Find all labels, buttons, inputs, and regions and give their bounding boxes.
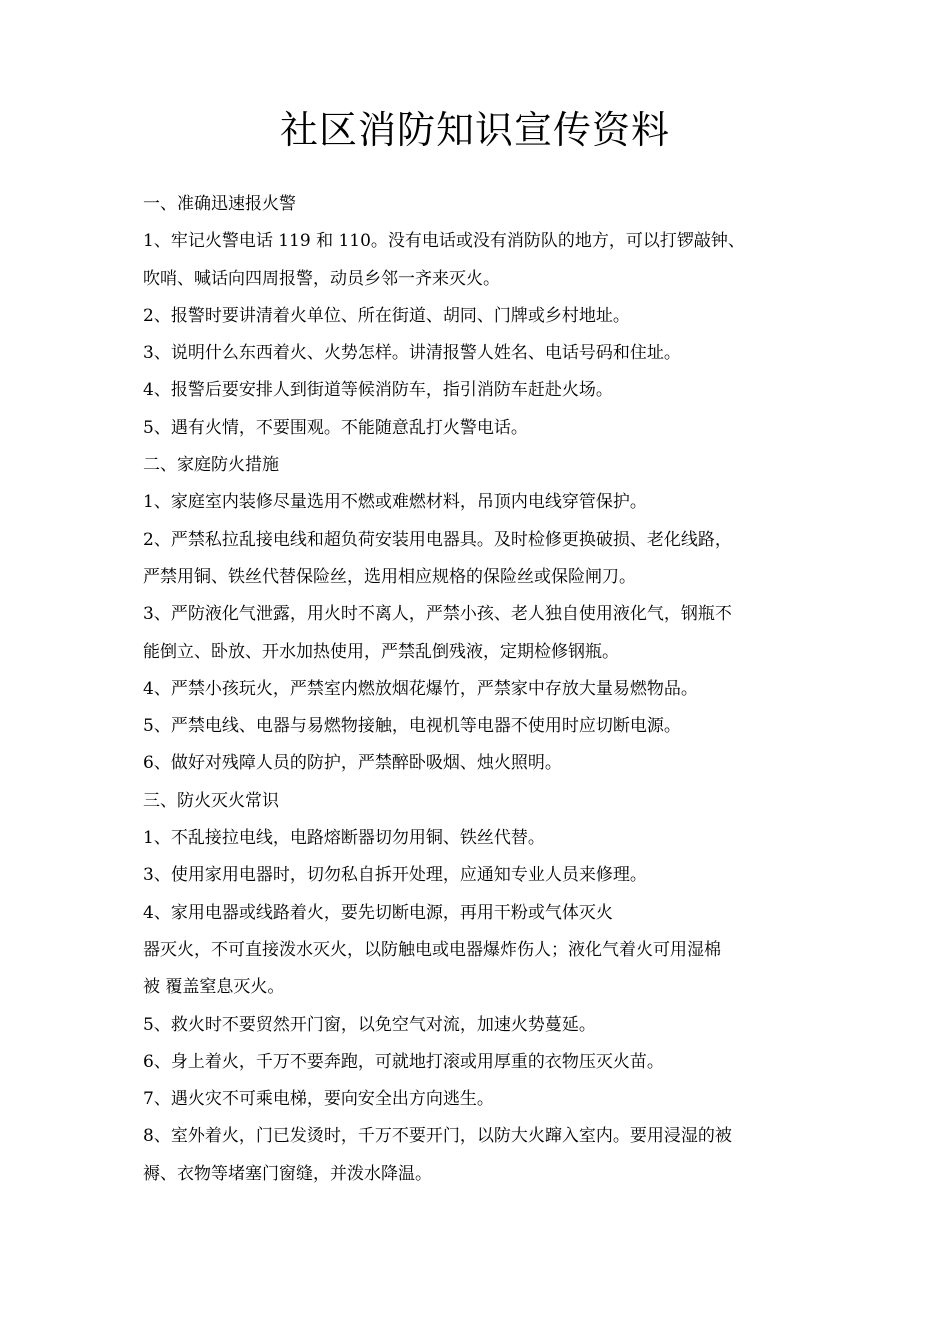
paragraph-line: 8、室外着火，门已发烫时，千万不要开门，以防大火蹿入室内。要用浸湿的被 [143, 1126, 732, 1147]
paragraph-line: 5、遇有火情，不要围观。不能随意乱打火警电话。 [143, 417, 528, 438]
paragraph-line: 严禁用铜、铁丝代替保险丝，选用相应规格的保险丝或保险闸刀。 [143, 566, 636, 587]
paragraph-line: 3、说明什么东西着火、火势怎样。讲清报警人姓名、电话号码和住址。 [143, 343, 681, 364]
paragraph-line: 1、牢记火警电话 119 和 110。没有电话或没有消防队的地方，可以打锣敲钟、 [143, 231, 745, 252]
document-body [143, 186, 813, 1193]
paragraph-line: 2、报警时要讲清着火单位、所在街道、胡同、门牌或乡村地址。 [143, 305, 630, 326]
paragraph-line: 6、做好对残障人员的防护，严禁醉卧吸烟、烛火照明。 [143, 753, 562, 774]
paragraph-line: 5、严禁电线、电器与易燃物接触，电视机等电器不使用时应切断电源。 [143, 716, 681, 737]
paragraph-line: 2、严禁私拉乱接电线和超负荷安装用电器具。及时检修更换破损、老化线路， [143, 529, 732, 550]
paragraph-line: 3、使用家用电器时，切勿私自拆开处理，应通知专业人员来修理。 [143, 865, 647, 886]
paragraph-line: 4、严禁小孩玩火，严禁室内燃放烟花爆竹，严禁家中存放大量易燃物品。 [143, 678, 698, 699]
paragraph-line: 4、报警后要安排人到街道等候消防车，指引消防车赶赴火场。 [143, 380, 613, 401]
paragraph-line: 被 覆盖窒息灭火。 [143, 977, 285, 998]
paragraph-line: 5、救火时不要贸然开门窗，以免空气对流，加速火势蔓延。 [143, 1014, 596, 1035]
paragraph-line: 器灭火，不可直接泼水灭火，以防触电或电器爆炸伤人；液化气着火可用湿棉 [143, 939, 721, 960]
section-heading-firefighting-knowledge: 三、防火灭火常识 [143, 790, 279, 811]
section-heading-home-fire-prevention: 二、家庭防火措施 [143, 455, 279, 476]
paragraph-line: 1、不乱接拉电线，电路熔断器切勿用铜、铁丝代替。 [143, 828, 545, 849]
section-heading-report-fire: 一、准确迅速报火警 [143, 194, 296, 214]
document-title: 社区消防知识宣传资料 [279, 108, 670, 152]
paragraph-line: 1、家庭室内装修尽量选用不燃或难燃材料，吊顶内电线穿管保护。 [143, 492, 647, 513]
paragraph-line: 4、家用电器或线路着火，要先切断电源，再用干粉或气体灭火 [143, 902, 613, 923]
paragraph-line: 3、严防液化气泄露，用火时不离人，严禁小孩、老人独自使用液化气，钢瓶不 [143, 604, 732, 625]
paragraph-line: 6、身上着火，千万不要奔跑，可就地打滚或用厚重的衣物压灭火苗。 [143, 1051, 664, 1072]
paragraph-line: 7、遇火灾不可乘电梯，要向安全出方向逃生。 [143, 1089, 494, 1110]
paragraph-line: 褥、衣物等堵塞门窗缝，并泼水降温。 [143, 1163, 432, 1184]
paragraph-line: 吹哨、喊话向四周报警，动员乡邻一齐来灭火。 [143, 268, 500, 289]
paragraph-line: 能倒立、卧放、开水加热使用，严禁乱倒残液，定期检修钢瓶。 [143, 641, 619, 662]
